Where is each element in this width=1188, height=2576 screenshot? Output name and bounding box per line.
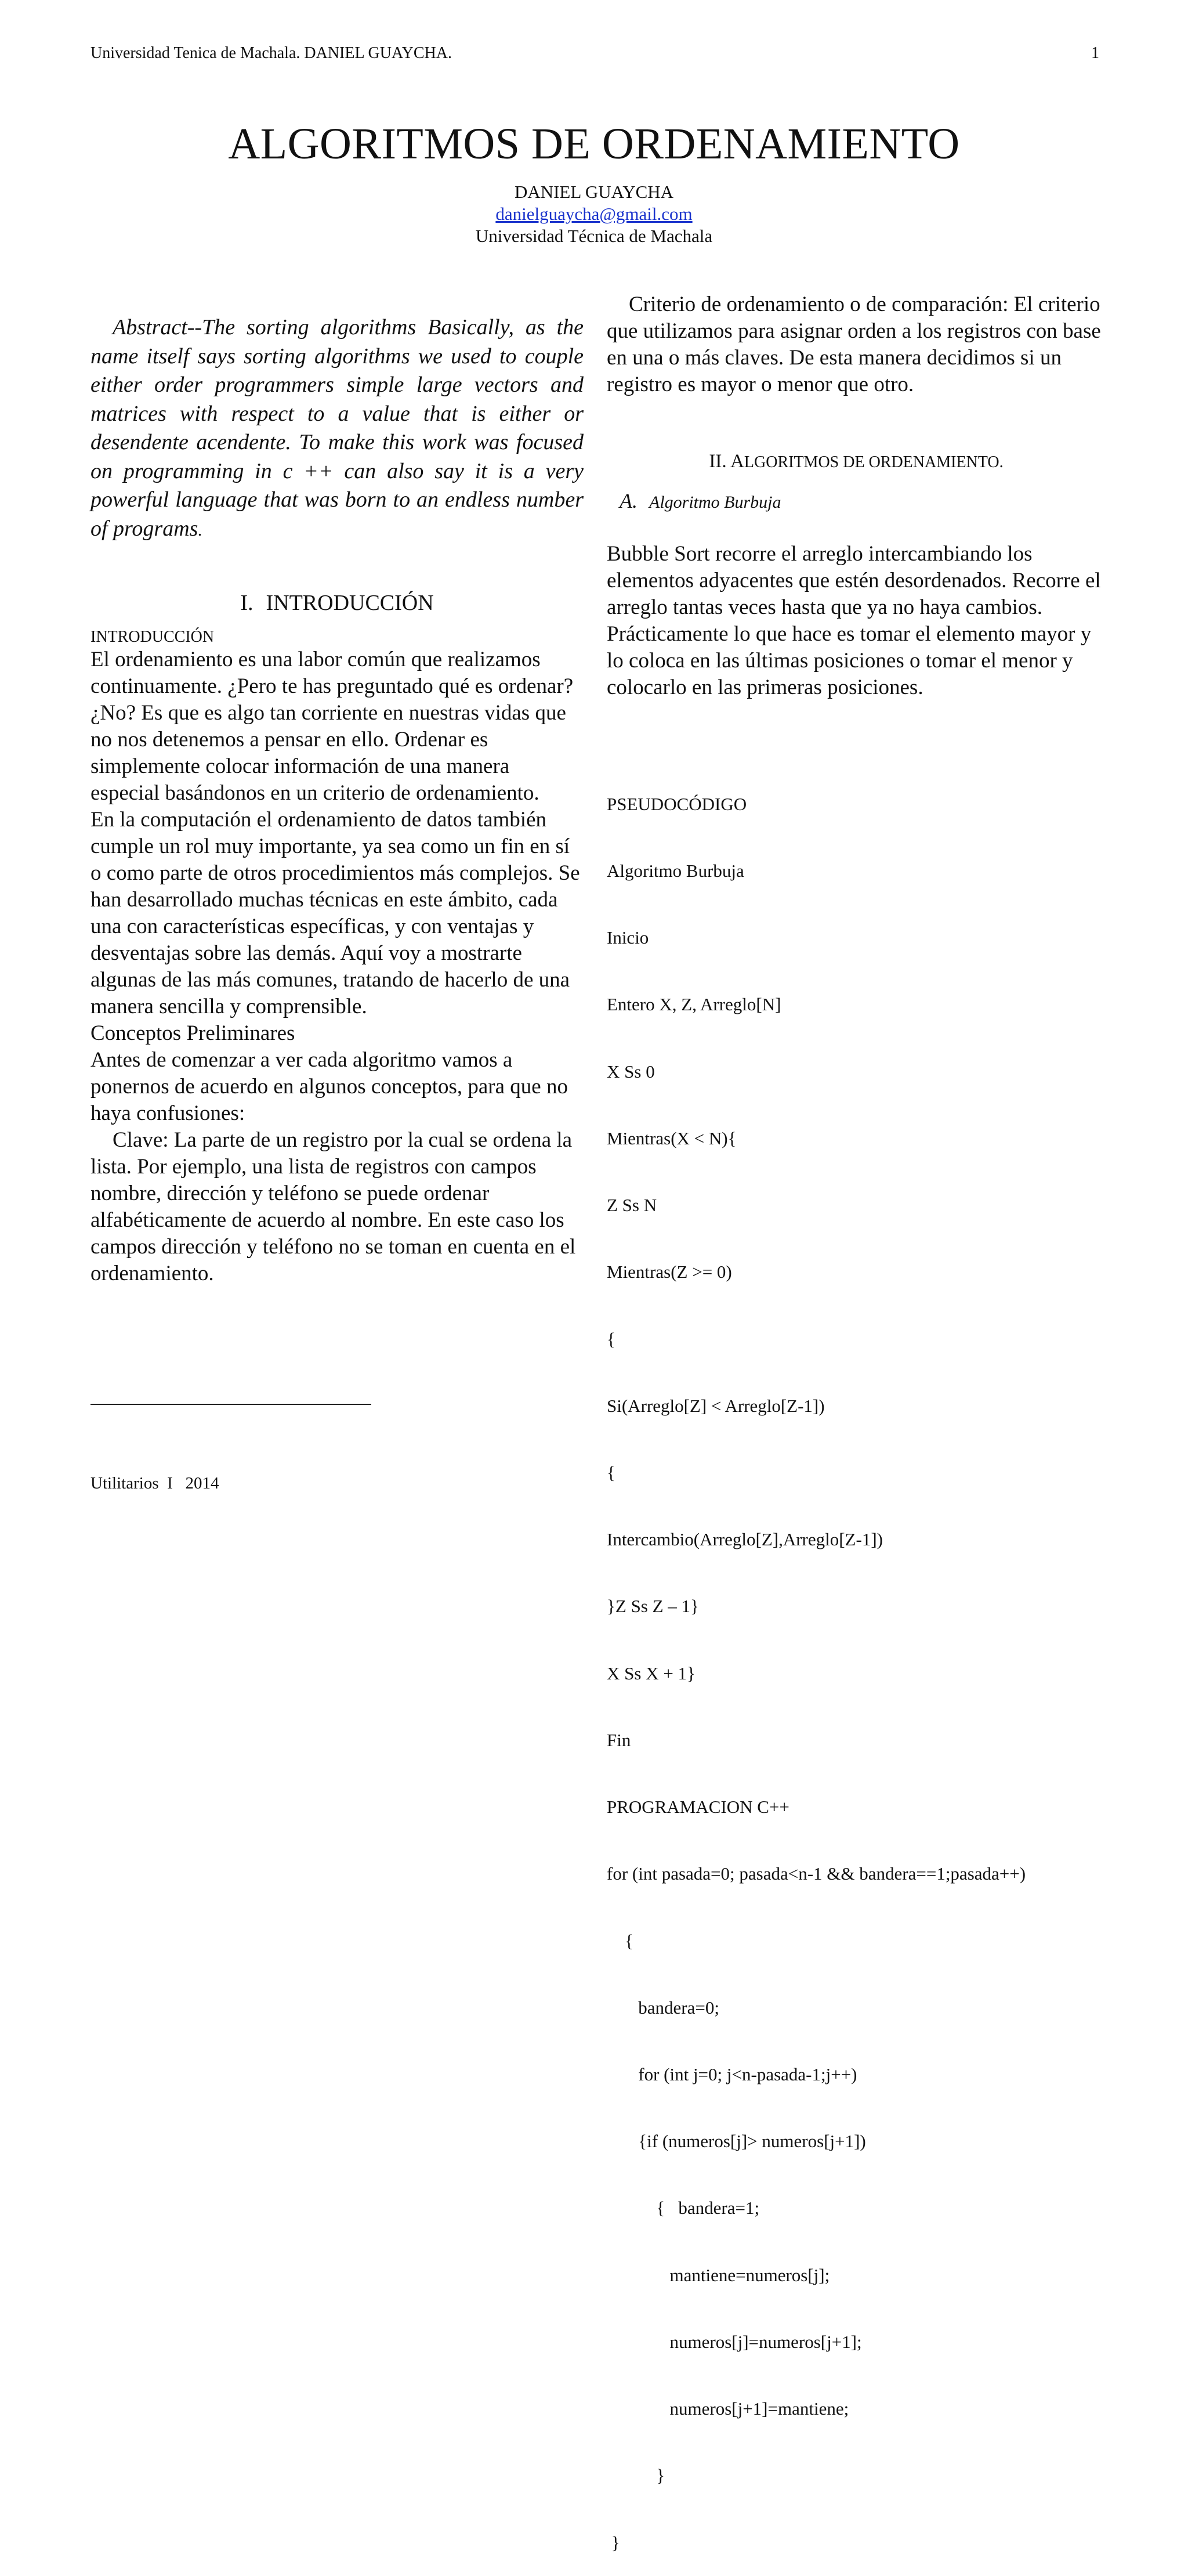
author-affiliation: Universidad Técnica de Machala — [475, 226, 713, 246]
code-line: Z Ss N — [607, 1195, 657, 1216]
code-line: }Z Ss Z – 1} — [607, 1596, 699, 1617]
code-line: } — [607, 2532, 620, 2553]
code-line: Fin — [607, 1729, 631, 1750]
abstract-end-mark: . — [198, 520, 202, 540]
code-line: mantiene=numeros[j]; — [607, 2264, 830, 2285]
criterio-definition: Criterio de ordenamiento o de comparación: El criterio que utilizamos para asignar orden a los registros con base en una o más claves. De esta manera decidimos si un registro es mayor o menor que otro. — [607, 292, 1101, 396]
code-line: Algoritmo Burbuja — [607, 861, 744, 881]
author-email-link[interactable]: danielguaycha@gmail.com — [495, 204, 693, 224]
code-listing — [607, 749, 1106, 2576]
subsection-title: Algoritmo Burbuja — [649, 493, 781, 512]
code-line: numeros[j+1]=mantiene; — [607, 2398, 849, 2419]
code-line: PSEUDOCÓDIGO — [607, 793, 747, 814]
code-line: for (int j=0; j<n-pasada-1;j++) — [607, 2064, 857, 2084]
subsection-letter: A. — [620, 489, 638, 512]
abstract — [90, 313, 584, 544]
intro-paragraph: Antes de comenzar a ver cada algoritmo vamos a ponernos de acuerdo en algunos conceptos, para que no haya confusiones: — [90, 1048, 568, 1125]
code-line: Si(Arreglo[Z] < Arreglo[Z-1]) — [607, 1395, 825, 1416]
code-line: { — [607, 1462, 615, 1483]
intro-paragraph: El ordenamiento es una labor común que realizamos continuamente. ¿Pero te has preguntado qué es ordenar? ¿No? Es que es algo tan corriente en nuestras vidas que no nos detenemos a pensar en ello. Ordenar es simplemente colocar información de una manera especial basándonos en un criterio de ordenamiento. — [90, 648, 574, 805]
code-line: X Ss 0 — [607, 1061, 655, 1082]
footnote-divider — [90, 1404, 371, 1405]
subsection-heading-burbuja — [620, 489, 781, 513]
section-title: INTRODUCCIÓN — [266, 591, 434, 615]
paper-title: ALGORITMOS DE ORDENAMIENTO — [228, 120, 960, 168]
code-line: Intercambio(Arreglo[Z],Arreglo[Z-1]) — [607, 1529, 883, 1550]
clave-definition: Clave: La parte de un registro por la cual se ordena la lista. Por ejemplo, una lista de registros con campos nombre, dirección y teléfono se puede ordenar alfabéticamente de acuerdo al nombre. En este caso los campos dirección y teléfono no se toman en cuenta en el ordenamiento. — [90, 1128, 576, 1285]
code-line: { bandera=1; — [607, 2198, 760, 2219]
abstract-text: Abstract--The sorting algorithms Basically, as the name itself says sorting algorithms we used to couple either order programmers simple large vectors and matrices with respect to a value that is either or desendente acendente. To make this work was focused on programming in c ++ can also say it is a very powerful language that was born to an endless number of programs — [90, 315, 584, 541]
author-block — [0, 181, 1188, 247]
code-line: } — [607, 2465, 665, 2486]
code-line: { — [607, 1328, 615, 1349]
code-line: {if (numeros[j]> numeros[j+1]) — [607, 2131, 866, 2152]
code-line: numeros[j]=numeros[j+1]; — [607, 2331, 862, 2352]
code-line: Mientras(Z >= 0) — [607, 1262, 732, 1282]
intro-paragraph: En la computación el ordenamiento de datos también cumple un rol muy importante, ya sea como un fin en sí o como parte de otros procedimientos más complejos. Se han desarrollado muchas técnicas en este ámbito, cada una con características específicas, y con ventajas y desventajas sobre las demás. Aquí voy a mostrarte algunas de las más comunes, tratando de hacerlo de una manera sencilla y comprensible. — [90, 808, 580, 1018]
code-line: PROGRAMACION C++ — [607, 1797, 789, 1818]
code-line: for (int pasada=0; pasada<n-1 && bandera==1;pasada++) — [607, 1863, 1026, 1884]
section-heading-introduccion — [90, 590, 584, 616]
section-title-initial: A — [730, 451, 744, 472]
section-number: II. — [709, 451, 727, 472]
section-number: I. — [240, 591, 253, 615]
code-line: Inicio — [607, 927, 649, 948]
bubble-sort-description: Bubble Sort recorre el arreglo intercambiando los elementos adyacentes que estén desordenados. Recorre el arreglo tantas veces hasta que ya no haya cambios. Prácticamente lo que hace es tomar el elemento mayor y lo coloca en las últimas posiciones o tomar el menor y colocarlo en las primeras posiciones. — [607, 542, 1101, 699]
section-title-rest: LGORITMOS DE ORDENAMIENTO. — [744, 453, 1004, 471]
footer-year: 2014 — [185, 1474, 219, 1493]
code-line: Mientras(X < N){ — [607, 1128, 737, 1148]
code-line: X Ss X + 1} — [607, 1663, 696, 1683]
code-line: bandera=0; — [607, 1997, 719, 2018]
introduction-body — [90, 628, 584, 1287]
subheading-conceptos: Conceptos Preliminares — [90, 1021, 295, 1045]
code-line: Entero X, Z, Arreglo[N] — [607, 994, 781, 1015]
introduction-label: INTRODUCCIÓN — [90, 628, 215, 646]
section-heading-algoritmos — [607, 451, 1106, 472]
page-footer — [90, 1474, 219, 1493]
code-line: { — [607, 1930, 633, 1951]
running-header: Universidad Tenica de Machala. DANIEL GUAYCHA. — [90, 44, 452, 62]
footer-course: Utilitarios I — [90, 1474, 173, 1493]
author-name: DANIEL GUAYCHA — [514, 182, 674, 202]
page-number: 1 — [1091, 44, 1099, 62]
